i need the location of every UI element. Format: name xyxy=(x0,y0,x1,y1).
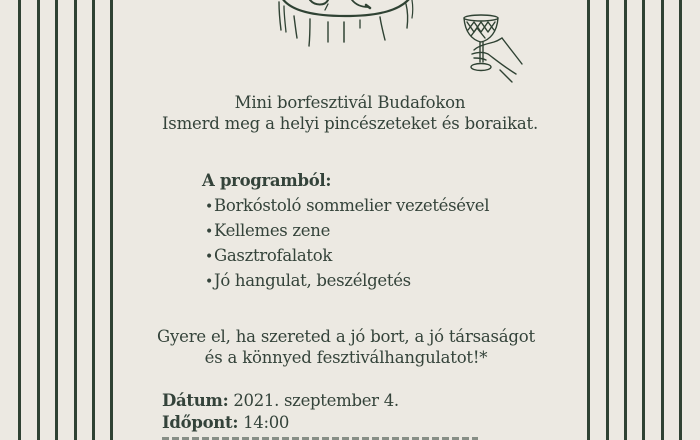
program-heading: A programból: xyxy=(202,171,332,190)
left-stripe-2 xyxy=(37,0,40,440)
program-item xyxy=(202,243,489,268)
left-stripe-4 xyxy=(74,0,77,440)
event-subtitle: Ismerd meg a helyi pincészeteket és boraikat. xyxy=(161,114,539,133)
program-item-label: Kellemes zene xyxy=(214,221,331,240)
date-value: 2021. szeptember 4. xyxy=(233,391,399,410)
hand-holding-wine-glass-icon xyxy=(460,12,530,84)
bullet-icon: • xyxy=(205,224,213,240)
left-stripe-5 xyxy=(92,0,95,440)
invitation-section xyxy=(0,326,696,368)
time-value: 14:00 xyxy=(243,413,290,432)
right-stripe-3 xyxy=(624,0,627,440)
bullet-icon: • xyxy=(205,249,213,265)
right-stripe-1 xyxy=(587,0,590,440)
clipped-detail-row xyxy=(162,434,478,440)
wine-table-sketch-icon xyxy=(270,0,420,52)
bullet-icon: • xyxy=(205,274,213,290)
program-item-label: Borkóstoló sommelier vezetésével xyxy=(214,196,490,215)
date-row xyxy=(162,390,399,412)
bullet-icon: • xyxy=(205,199,213,215)
date-label: Dátum: xyxy=(162,391,229,410)
left-stripe-6 xyxy=(110,0,113,440)
program-item-label: Jó hangulat, beszélgetés xyxy=(214,271,411,290)
program-item xyxy=(202,218,489,243)
time-label: Időpont: xyxy=(162,413,239,432)
program-item xyxy=(202,268,489,293)
event-details xyxy=(162,390,399,434)
program-section xyxy=(202,168,489,293)
invitation-line-1: Gyere el, ha szereted a jó bort, a jó társaságot xyxy=(157,327,535,346)
intro-section xyxy=(0,92,700,134)
left-stripe-3 xyxy=(55,0,58,440)
left-stripe-1 xyxy=(18,0,21,440)
invitation-line-2: és a könnyed fesztiválhangulatot!* xyxy=(204,348,488,367)
right-stripe-2 xyxy=(606,0,609,440)
right-stripe-6 xyxy=(679,0,682,440)
program-item xyxy=(202,193,489,218)
right-stripe-5 xyxy=(661,0,664,440)
event-title: Mini borfesztivál Budafokon xyxy=(234,93,466,112)
program-item-label: Gasztrofalatok xyxy=(214,246,333,265)
time-row xyxy=(162,412,399,434)
right-stripe-4 xyxy=(642,0,645,440)
